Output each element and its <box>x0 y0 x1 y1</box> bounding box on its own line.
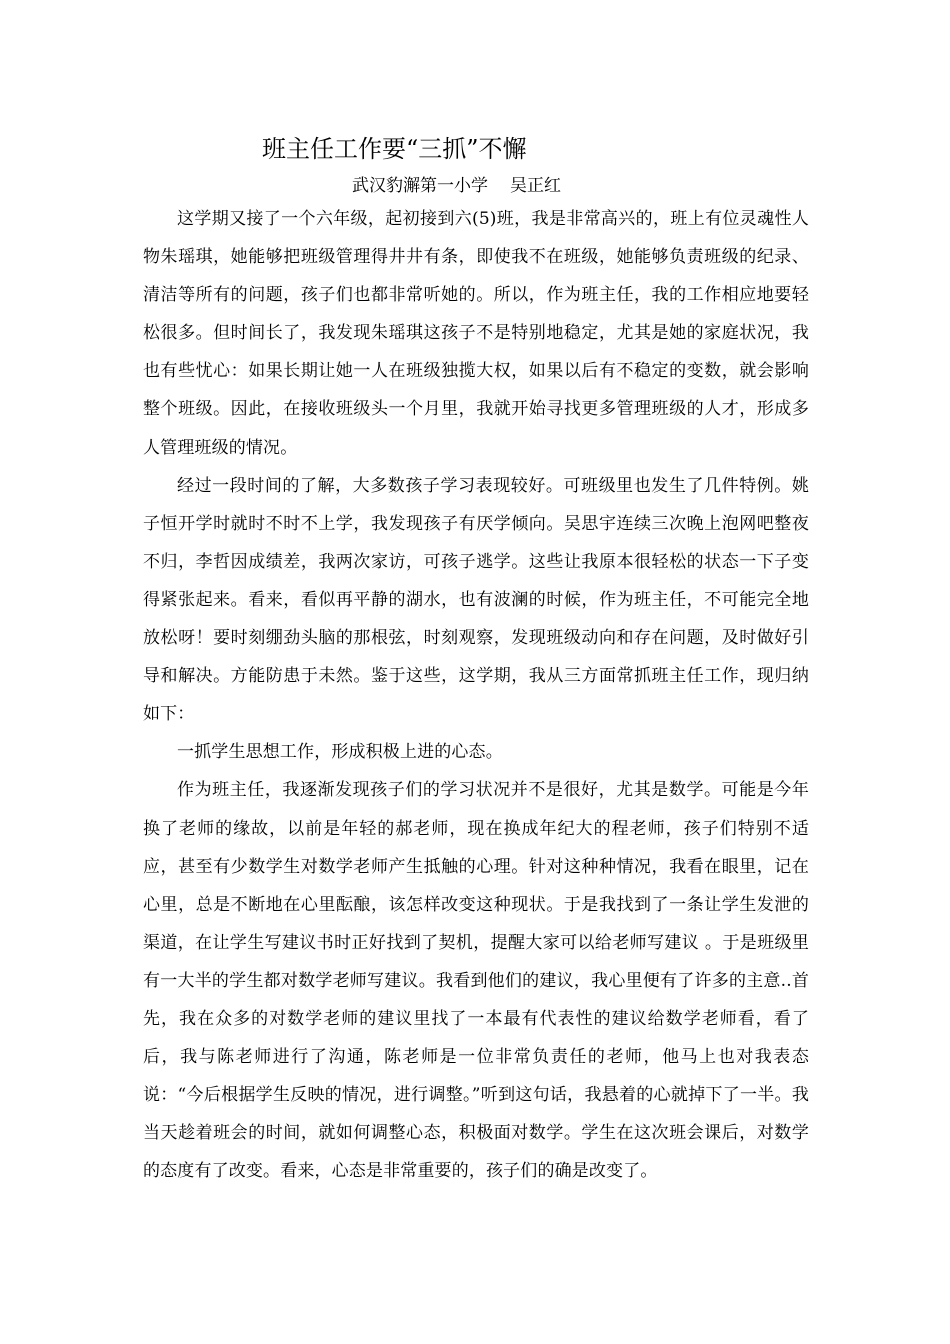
author-name: 吴正红 <box>510 176 561 196</box>
document-body <box>143 200 809 1190</box>
byline <box>352 174 561 198</box>
paragraph-3-heading: 一抓学生思想工作，形成积极上进的心态。 <box>177 742 503 763</box>
school-name: 武汉豹澥第一小学 <box>352 176 488 196</box>
document-title: 班主任工作要“三抓”不懈 <box>262 135 527 163</box>
paragraph-4: 作为班主任，我逐渐发现孩子们的学习状况并不是很好，尤其是数学。可能是今年换了老师的缘故，以前是年轻的郝老师，现在换成年纪大的程老师，孩子们特别不适应，甚至有少数学生对数学老师产生抵触的心理。针对这种种情况，我看在眼里，记在心里，总是不断地在心里酝酿，该怎样改变这种现状。于是我找到了一条让学生发泄的渠道，在让学生写建议书时正好找到了契机，提醒大家可以给老师写建议 。于是班级里有一大半的学生都对数学老师写建议。我看到他们的建议，我心里便有了许多的主意..首先，我在众多的对数学老师的建议里找了一本最有代表性的建议给数学老师看，看了后，我与陈老师进行了沟通，陈老师是一位非常负责任的老师，他马上也对我表态说：“今后根据学生反映的情况，进行调整。”听到这句话，我悬着的心就掉下了一半。我当天趁着班会的时间，就如何调整心态，积极面对数学。学生在这次班会课后，对数学的态度有了改变。看来，心态是非常重要的，孩子们的确是改变了。 <box>143 780 809 1182</box>
paragraph-1: 这学期又接了一个六年级，起初接到六(5)班，我是非常高兴的，班上有位灵魂性人物朱瑶琪，她能够把班级管理得井井有条，即使我不在班级，她能够负责班级的纪录、清洁等所有的问题，孩子们也都非常听她的。所以，作为班主任，我的工作相应地要轻松很多。但时间长了，我发现朱瑶琪这孩子不是特别地稳定，尤其是她的家庭状况，我也有些忧心：如果长期让她一人在班级独揽大权，如果以后有不稳定的变数，就会影响整个班级。因此，在接收班级头一个月里，我就开始寻找更多管理班级的人才，形成多人管理班级的情况。 <box>143 209 809 458</box>
paragraph-2: 经过一段时间的了解，大多数孩子学习表现较好。可班级里也发生了几件特例。姚子恒开学时就时不时不上学，我发现孩子有厌学倾向。吴思宇连续三次晚上泡网吧整夜不归，李哲因成绩差，我两次家访，可孩子逃学。这些让我原本很轻松的状态一下子变得紧张起来。看来，看似再平静的湖水，也有波澜的时候，作为班主任，不可能完全地放松呀！要时刻绷劲头脑的那根弦，时刻观察，发现班级动向和存在问题，及时做好引导和解决。方能防患于未然。鉴于这些，这学期，我从三方面常抓班主任工作，现归纳如下： <box>143 475 809 725</box>
